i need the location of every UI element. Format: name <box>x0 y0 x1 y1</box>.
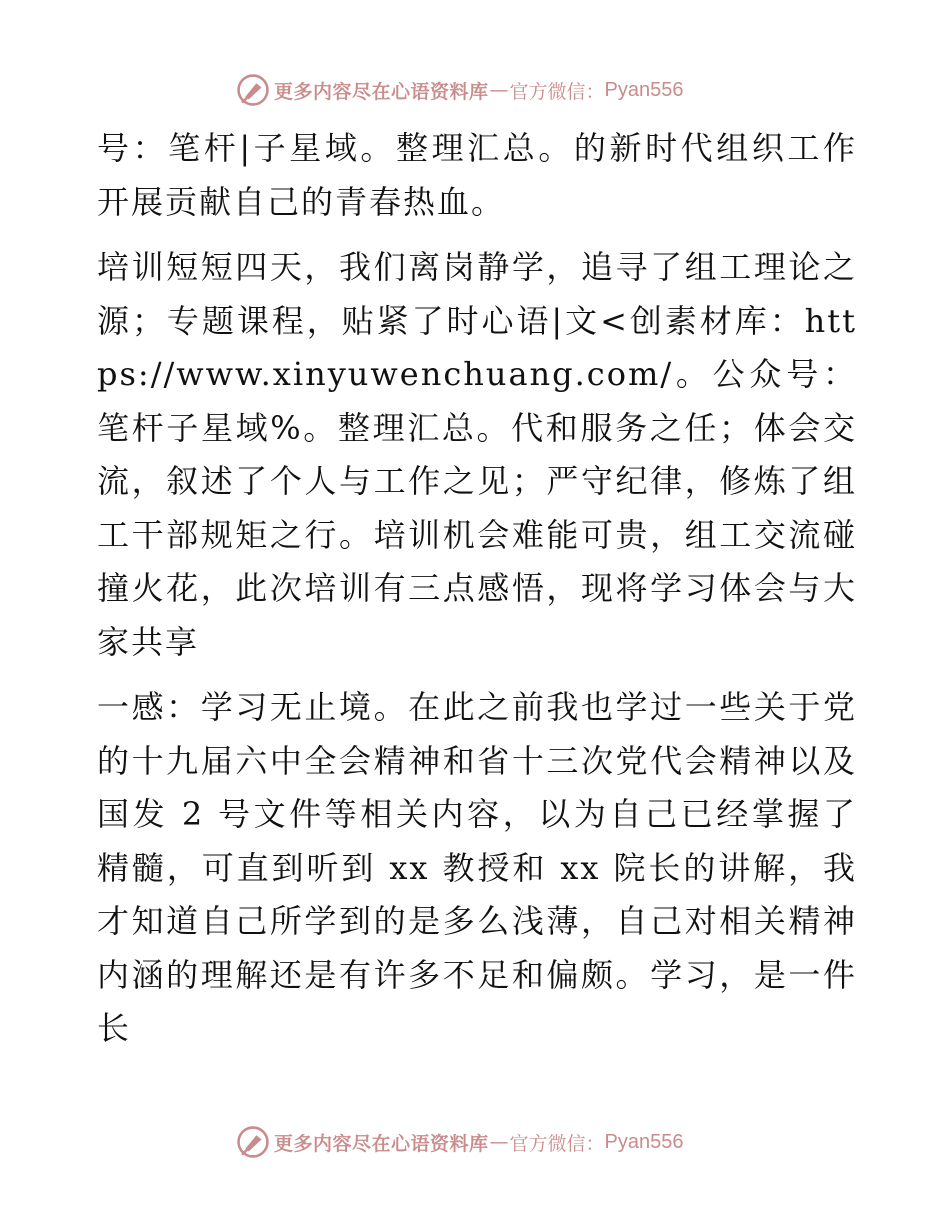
banner-main-text: 更多内容尽在心语资料库 <box>274 1132 489 1155</box>
banner-dash: — <box>489 1131 509 1153</box>
banner-wechat-label: 官方微信： <box>509 1132 605 1155</box>
pen-nib-logo-icon <box>236 1125 270 1159</box>
footer-watermark-banner <box>236 1122 716 1162</box>
banner-dash: — <box>489 79 509 101</box>
paragraph-2: 培训短短四天，我们离岗静学，追寻了组工理论之源；专题课程，贴紧了时心语|文<创素材库：https://www.xinyuwenchuang.com/。公众号：笔杆子星域%。整理汇总。代和服务之任；体会交流，叙述了个人与工作之见；严守纪律，修炼了组工干部规矩之行。培训机会难能可贵，组工交流碰撞火花，此次培训有三点感悟，现将学习体会与大家共享 <box>97 248 857 661</box>
banner-wechat-label: 官方微信： <box>509 80 605 103</box>
pen-nib-logo-icon <box>236 73 270 107</box>
banner-main-text: 更多内容尽在心语资料库 <box>274 80 489 103</box>
banner-wechat-id: Pyan556 <box>604 78 684 101</box>
paragraph-1: 号：笔杆|子星域。整理汇总。的新时代组织工作开展贡献自己的青春热血。 <box>97 129 857 221</box>
document-body <box>97 122 857 1056</box>
banner-wechat-id: Pyan556 <box>604 1130 684 1153</box>
header-watermark-banner <box>236 70 716 110</box>
paragraph-3: 一感：学习无止境。在此之前我也学过一些关于党的十九届六中全会精神和省十三次党代会精神以及国发 2 号文件等相关内容，以为自己已经掌握了精髓，可直到听到 xx 教授和 xx 院长的讲解，我才知道自己所学到的是多么浅薄，自己对相关精神内涵的理解还是有许多不足和偏颇。学习，是一件长 <box>97 688 857 1047</box>
